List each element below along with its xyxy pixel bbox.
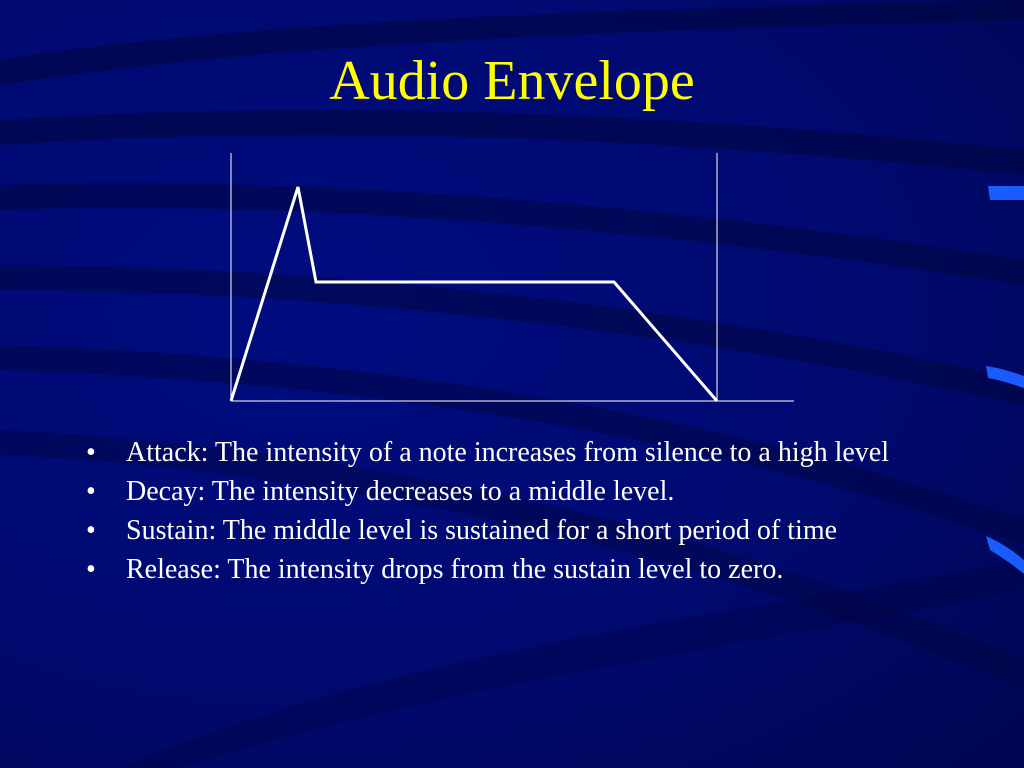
bullet-item-attack <box>86 437 966 469</box>
envelope-curve <box>231 187 717 401</box>
bullet-item-sustain <box>86 515 966 547</box>
bullet-list <box>86 437 966 593</box>
bullet-mark: • <box>86 515 96 546</box>
bullet-text: Sustain: The middle level is sustained for a short period of time <box>126 515 838 546</box>
bullet-item-decay <box>86 476 966 508</box>
bullet-item-release <box>86 554 966 586</box>
bullet-text: Decay: The intensity decreases to a middle level. <box>126 476 675 507</box>
slide-title: Audio Envelope <box>329 50 695 112</box>
bullet-text: Release: The intensity drops from the sustain level to zero. <box>126 554 784 585</box>
bullet-text: Attack: The intensity of a note increases from silence to a high level <box>126 437 890 468</box>
bullet-mark: • <box>86 476 96 507</box>
bullet-mark: • <box>86 554 96 585</box>
bullet-mark: • <box>86 437 96 468</box>
